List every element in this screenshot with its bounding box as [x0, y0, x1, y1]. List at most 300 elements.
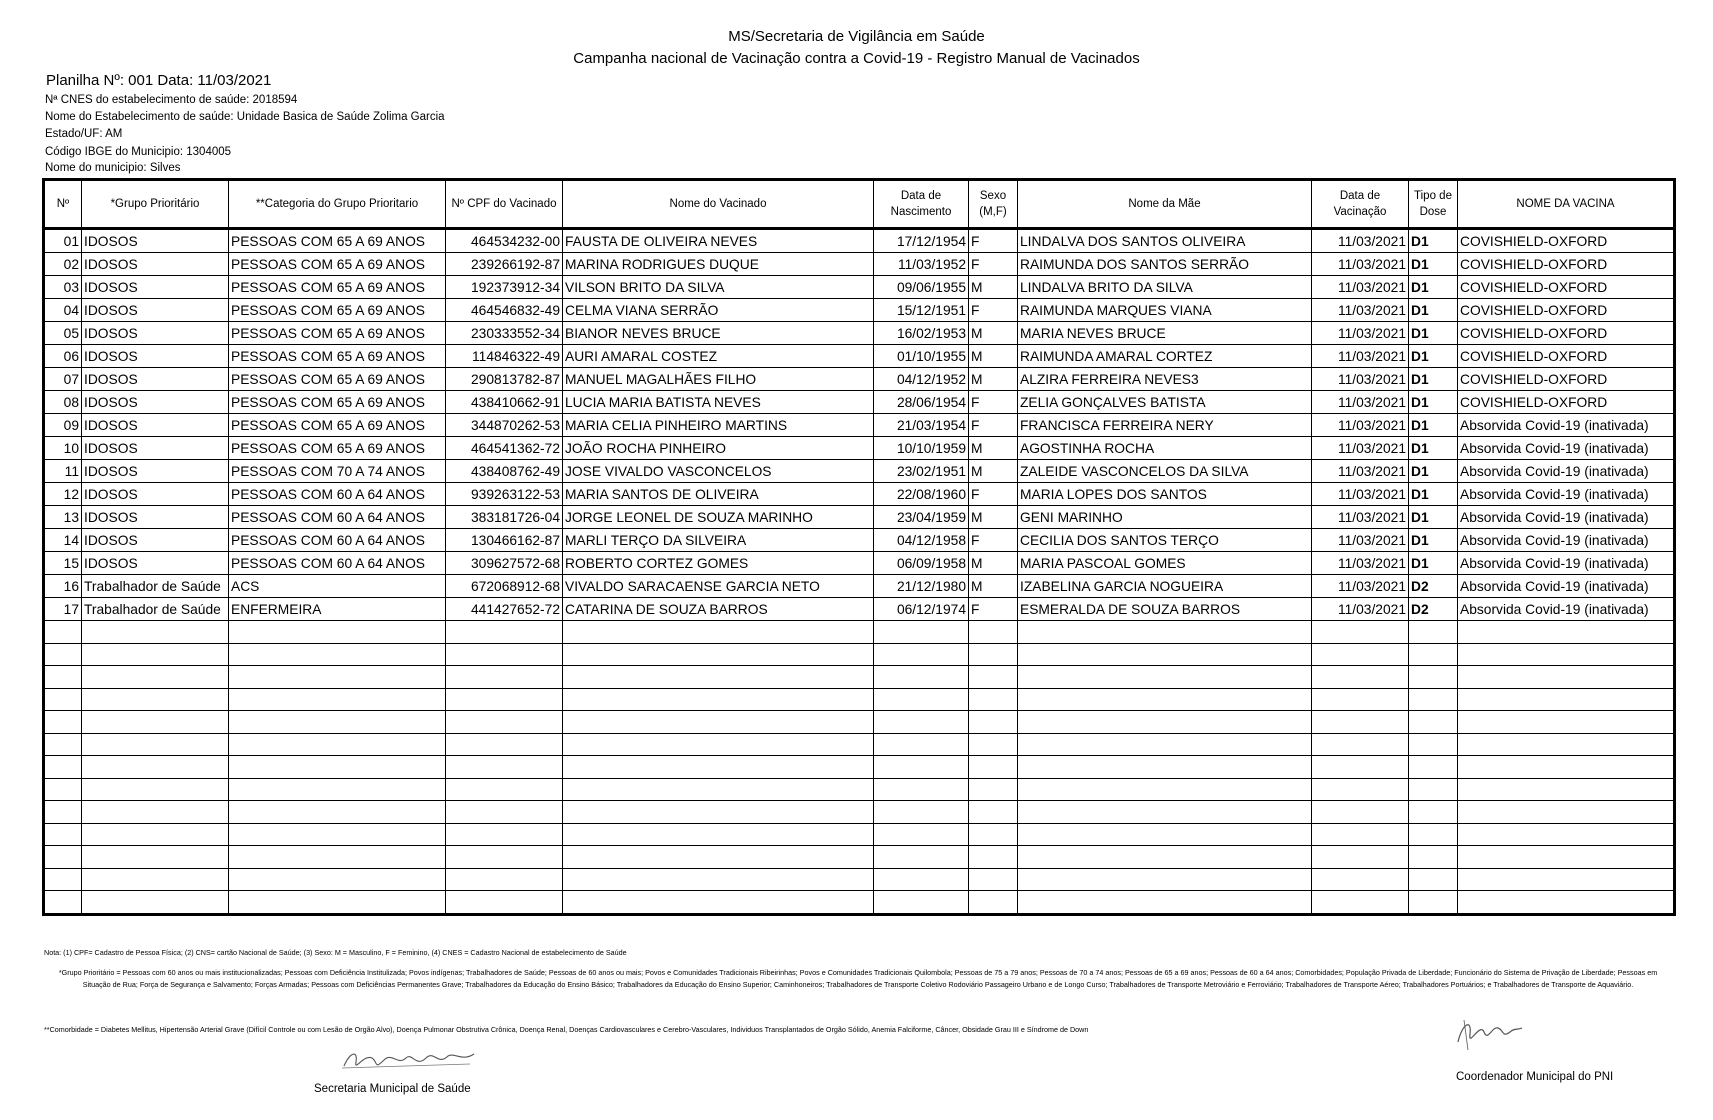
empty-cell [1409, 711, 1458, 734]
table-row [44, 598, 1675, 621]
vaccination-date-cell: 11/03/2021 [1312, 229, 1409, 253]
vaccine-name-cell: Absorvida Covid-19 (inativada) [1458, 483, 1675, 506]
table-row [44, 437, 1675, 460]
empty-cell [969, 756, 1018, 779]
empty-cell [44, 823, 82, 846]
vaccination-date-cell: 11/03/2021 [1312, 299, 1409, 322]
empty-cell [1018, 778, 1312, 801]
empty-cell [446, 846, 563, 869]
sheet-number-date: Planilha Nº: 001 Data: 11/03/2021 [46, 72, 272, 89]
table-row [44, 391, 1675, 414]
mother-name-cell: MARIA LOPES DOS SANTOS [1018, 483, 1312, 506]
birth-date-cell: 09/06/1955 [874, 276, 969, 299]
empty-cell [563, 891, 874, 915]
empty-cell [1458, 711, 1675, 734]
empty-cell [44, 733, 82, 756]
footnote-legend: Nota: (1) CPF= Cadastro de Pessoa Física; (2) CNS= cartão Nacional de Saúde; (3) Sexo: M = Masculino, F = Feminino, (4) CNES = Cadastro Nacional de estabelecimento de Saúde [44, 948, 627, 957]
empty-cell [969, 688, 1018, 711]
dose-type-cell: D1 [1409, 552, 1458, 575]
vaccine-name-cell: COVISHIELD-OXFORD [1458, 368, 1675, 391]
empty-cell [446, 711, 563, 734]
establishment-line: Nome do Estabelecimento de saúde: Unidade Basica de Saúde Zolima Garcia [45, 111, 445, 123]
empty-cell [1018, 823, 1312, 846]
col-header: NOME DA VACINA [1458, 180, 1675, 229]
empty-cell [969, 778, 1018, 801]
empty-cell [229, 688, 446, 711]
priority-group-cell: IDOSOS [82, 299, 229, 322]
vaccine-name-cell: Absorvida Covid-19 (inativada) [1458, 529, 1675, 552]
empty-cell [563, 643, 874, 666]
vaccination-date-cell: 11/03/2021 [1312, 345, 1409, 368]
vaccinee-name-cell: MARINA RODRIGUES DUQUE [563, 253, 874, 276]
vaccination-date-cell: 11/03/2021 [1312, 253, 1409, 276]
empty-cell [1458, 756, 1675, 779]
empty-cell [874, 778, 969, 801]
vaccination-date-cell: 11/03/2021 [1312, 391, 1409, 414]
empty-cell [229, 778, 446, 801]
dose-type-cell: D2 [1409, 598, 1458, 621]
mother-name-cell: IZABELINA GARCIA NOGUEIRA [1018, 575, 1312, 598]
blank-table-row [44, 711, 1675, 734]
empty-cell [563, 778, 874, 801]
blank-table-row [44, 823, 1675, 846]
state-line: Estado/UF: AM [45, 128, 123, 140]
row-number-cell: 03 [44, 276, 82, 299]
empty-cell [969, 868, 1018, 891]
row-number-cell: 16 [44, 575, 82, 598]
empty-cell [229, 666, 446, 689]
empty-cell [1458, 846, 1675, 869]
empty-cell [82, 621, 229, 644]
sex-cell: M [969, 437, 1018, 460]
empty-cell [82, 778, 229, 801]
empty-cell [446, 778, 563, 801]
empty-cell [1409, 666, 1458, 689]
sex-cell: M [969, 345, 1018, 368]
group-category-cell: PESSOAS COM 65 A 69 ANOS [229, 414, 446, 437]
table-row [44, 414, 1675, 437]
vaccine-name-cell: Absorvida Covid-19 (inativada) [1458, 552, 1675, 575]
birth-date-cell: 15/12/1951 [874, 299, 969, 322]
dose-type-cell: D1 [1409, 529, 1458, 552]
table-row [44, 276, 1675, 299]
dose-type-cell: D1 [1409, 437, 1458, 460]
priority-group-cell: IDOSOS [82, 229, 229, 253]
mother-name-cell: ESMERALDA DE SOUZA BARROS [1018, 598, 1312, 621]
sex-cell: F [969, 598, 1018, 621]
cpf-cell: 464546832-49 [446, 299, 563, 322]
empty-cell [229, 711, 446, 734]
mother-name-cell: ZELIA GONÇALVES BATISTA [1018, 391, 1312, 414]
vaccination-date-cell: 11/03/2021 [1312, 506, 1409, 529]
empty-cell [446, 621, 563, 644]
group-category-cell: PESSOAS COM 65 A 69 ANOS [229, 345, 446, 368]
col-header: Nome da Mãe [1018, 180, 1312, 229]
table-row [44, 575, 1675, 598]
empty-cell [1312, 666, 1409, 689]
empty-cell [1018, 621, 1312, 644]
empty-cell [874, 891, 969, 915]
vaccinee-name-cell: FAUSTA DE OLIVEIRA NEVES [563, 229, 874, 253]
empty-cell [1018, 868, 1312, 891]
blank-table-row [44, 801, 1675, 824]
priority-group-cell: IDOSOS [82, 506, 229, 529]
empty-cell [1312, 823, 1409, 846]
document-title-line2: Campanha nacional de Vacinação contra a Covid-19 - Registro Manual de Vacinados [573, 50, 1140, 67]
empty-cell [1312, 868, 1409, 891]
vaccination-date-cell: 11/03/2021 [1312, 414, 1409, 437]
birth-date-cell: 06/09/1958 [874, 552, 969, 575]
table-row [44, 299, 1675, 322]
dose-type-cell: D1 [1409, 229, 1458, 253]
group-category-cell: PESSOAS COM 65 A 69 ANOS [229, 368, 446, 391]
empty-cell [229, 868, 446, 891]
group-category-cell: ENFERMEIRA [229, 598, 446, 621]
vaccinee-name-cell: BIANOR NEVES BRUCE [563, 322, 874, 345]
priority-group-cell: IDOSOS [82, 345, 229, 368]
row-number-cell: 02 [44, 253, 82, 276]
empty-cell [229, 891, 446, 915]
group-category-cell: PESSOAS COM 65 A 69 ANOS [229, 437, 446, 460]
empty-cell [563, 666, 874, 689]
empty-cell [1409, 846, 1458, 869]
col-header: Nº [44, 180, 82, 229]
sex-cell: M [969, 460, 1018, 483]
cpf-cell: 438408762-49 [446, 460, 563, 483]
vaccine-name-cell: Absorvida Covid-19 (inativada) [1458, 437, 1675, 460]
vaccination-date-cell: 11/03/2021 [1312, 552, 1409, 575]
vaccine-name-cell: Absorvida Covid-19 (inativada) [1458, 506, 1675, 529]
signature-label-secretaria: Secretaria Municipal de Saúde [314, 1083, 471, 1095]
empty-cell [229, 823, 446, 846]
birth-date-cell: 01/10/1955 [874, 345, 969, 368]
birth-date-cell: 04/12/1958 [874, 529, 969, 552]
vaccinee-name-cell: MARIA CELIA PINHEIRO MARTINS [563, 414, 874, 437]
empty-cell [874, 711, 969, 734]
empty-cell [1312, 891, 1409, 915]
empty-cell [446, 666, 563, 689]
table-row [44, 460, 1675, 483]
cpf-cell: 438410662-91 [446, 391, 563, 414]
mother-name-cell: FRANCISCA FERREIRA NERY [1018, 414, 1312, 437]
table-row [44, 253, 1675, 276]
empty-cell [563, 621, 874, 644]
row-number-cell: 12 [44, 483, 82, 506]
sex-cell: F [969, 229, 1018, 253]
empty-cell [82, 688, 229, 711]
group-category-cell: ACS [229, 575, 446, 598]
empty-cell [563, 756, 874, 779]
empty-cell [446, 756, 563, 779]
sex-cell: M [969, 322, 1018, 345]
empty-cell [82, 891, 229, 915]
col-header: Data de Nascimento [874, 180, 969, 229]
empty-cell [82, 846, 229, 869]
empty-cell [1409, 891, 1458, 915]
birth-date-cell: 23/02/1951 [874, 460, 969, 483]
table-header-row [44, 180, 1675, 229]
birth-date-cell: 22/08/1960 [874, 483, 969, 506]
empty-cell [1409, 733, 1458, 756]
priority-group-cell: IDOSOS [82, 253, 229, 276]
sex-cell: M [969, 368, 1018, 391]
cpf-cell: 230333552-34 [446, 322, 563, 345]
blank-table-row [44, 666, 1675, 689]
empty-cell [44, 666, 82, 689]
empty-cell [874, 846, 969, 869]
empty-cell [229, 756, 446, 779]
cpf-cell: 192373912-34 [446, 276, 563, 299]
row-number-cell: 05 [44, 322, 82, 345]
dose-type-cell: D1 [1409, 253, 1458, 276]
blank-table-row [44, 643, 1675, 666]
cnes-line: Nª CNES do estabelecimento de saúde: 2018594 [45, 94, 298, 106]
row-number-cell: 15 [44, 552, 82, 575]
empty-cell [1018, 688, 1312, 711]
empty-cell [1409, 823, 1458, 846]
cpf-cell: 672068912-68 [446, 575, 563, 598]
empty-cell [44, 643, 82, 666]
group-category-cell: PESSOAS COM 70 A 74 ANOS [229, 460, 446, 483]
priority-group-cell: IDOSOS [82, 437, 229, 460]
vaccination-date-cell: 11/03/2021 [1312, 529, 1409, 552]
empty-cell [1312, 711, 1409, 734]
municipality-line: Nome do municipio: Silves [45, 162, 181, 174]
dose-type-cell: D1 [1409, 345, 1458, 368]
empty-cell [1018, 711, 1312, 734]
mother-name-cell: RAIMUNDA MARQUES VIANA [1018, 299, 1312, 322]
blank-table-row [44, 846, 1675, 869]
vaccinee-name-cell: CATARINA DE SOUZA BARROS [563, 598, 874, 621]
dose-type-cell: D1 [1409, 414, 1458, 437]
empty-cell [874, 643, 969, 666]
group-category-cell: PESSOAS COM 60 A 64 ANOS [229, 483, 446, 506]
vaccine-name-cell: COVISHIELD-OXFORD [1458, 299, 1675, 322]
vaccinee-name-cell: JOSE VIVALDO VASCONCELOS [563, 460, 874, 483]
sex-cell: F [969, 253, 1018, 276]
vaccine-name-cell: Absorvida Covid-19 (inativada) [1458, 598, 1675, 621]
vaccinee-name-cell: MANUEL MAGALHÃES FILHO [563, 368, 874, 391]
cpf-cell: 130466162-87 [446, 529, 563, 552]
vaccinee-name-cell: JOÃO ROCHA PINHEIRO [563, 437, 874, 460]
sex-cell: M [969, 575, 1018, 598]
empty-cell [969, 666, 1018, 689]
empty-cell [82, 666, 229, 689]
empty-cell [44, 756, 82, 779]
table-row [44, 345, 1675, 368]
dose-type-cell: D1 [1409, 460, 1458, 483]
empty-cell [1312, 778, 1409, 801]
mother-name-cell: AGOSTINHA ROCHA [1018, 437, 1312, 460]
sex-cell: M [969, 552, 1018, 575]
empty-cell [1018, 846, 1312, 869]
blank-table-row [44, 891, 1675, 915]
empty-cell [446, 891, 563, 915]
signature-coordenador [1452, 1014, 1532, 1054]
vaccine-name-cell: COVISHIELD-OXFORD [1458, 391, 1675, 414]
cpf-cell: 464534232-00 [446, 229, 563, 253]
empty-cell [1018, 643, 1312, 666]
col-header: **Categoria do Grupo Prioritario [229, 180, 446, 229]
document-title-line1: MS/Secretaria de Vigilância em Saúde [728, 28, 985, 45]
sex-cell: M [969, 506, 1018, 529]
birth-date-cell: 11/03/1952 [874, 253, 969, 276]
table-row [44, 483, 1675, 506]
blank-table-row [44, 778, 1675, 801]
empty-cell [969, 823, 1018, 846]
vaccination-date-cell: 11/03/2021 [1312, 483, 1409, 506]
birth-date-cell: 17/12/1954 [874, 229, 969, 253]
mother-name-cell: RAIMUNDA DOS SANTOS SERRÃO [1018, 253, 1312, 276]
empty-cell [969, 621, 1018, 644]
empty-cell [44, 846, 82, 869]
empty-cell [1458, 868, 1675, 891]
empty-cell [446, 823, 563, 846]
empty-cell [1018, 756, 1312, 779]
priority-group-cell: IDOSOS [82, 460, 229, 483]
empty-cell [446, 868, 563, 891]
birth-date-cell: 28/06/1954 [874, 391, 969, 414]
empty-cell [44, 801, 82, 824]
vaccine-name-cell: Absorvida Covid-19 (inativada) [1458, 414, 1675, 437]
row-number-cell: 09 [44, 414, 82, 437]
priority-group-cell: IDOSOS [82, 322, 229, 345]
vaccinee-name-cell: JORGE LEONEL DE SOUZA MARINHO [563, 506, 874, 529]
col-header: *Grupo Prioritário [82, 180, 229, 229]
birth-date-cell: 16/02/1953 [874, 322, 969, 345]
vaccination-date-cell: 11/03/2021 [1312, 368, 1409, 391]
vaccinee-name-cell: VILSON BRITO DA SILVA [563, 276, 874, 299]
empty-cell [82, 756, 229, 779]
footnote-comorbidities: **Comorbidade = Diabetes Mellitus, Hipertensão Arterial Grave (Difícil Controle ou com Lesão de Orgão Alvo), Doença Pulmonar Obstrutiva Crônica, Doença Renal, Doenças Cardiovasculares e Cerebro-Vasculares, Individuos Transplantados de Orgão Sólido, Anemia Falciforme, Câncer, Obsidade Grau III e Síndrome de Down [44, 1025, 1089, 1034]
empty-cell [563, 711, 874, 734]
dose-type-cell: D1 [1409, 368, 1458, 391]
empty-cell [874, 823, 969, 846]
vaccine-name-cell: Absorvida Covid-19 (inativada) [1458, 460, 1675, 483]
empty-cell [969, 733, 1018, 756]
vaccinee-name-cell: VIVALDO SARACAENSE GARCIA NETO [563, 575, 874, 598]
vaccination-date-cell: 11/03/2021 [1312, 598, 1409, 621]
dose-type-cell: D1 [1409, 299, 1458, 322]
blank-table-row [44, 733, 1675, 756]
empty-cell [563, 868, 874, 891]
vaccine-name-cell: COVISHIELD-OXFORD [1458, 322, 1675, 345]
signature-label-coordenador: Coordenador Municipal do PNI [1456, 1071, 1614, 1083]
empty-cell [969, 846, 1018, 869]
empty-cell [1409, 778, 1458, 801]
vaccine-name-cell: COVISHIELD-OXFORD [1458, 276, 1675, 299]
empty-cell [874, 868, 969, 891]
empty-cell [563, 823, 874, 846]
empty-cell [82, 801, 229, 824]
blank-table-row [44, 868, 1675, 891]
dose-type-cell: D1 [1409, 483, 1458, 506]
group-category-cell: PESSOAS COM 60 A 64 ANOS [229, 529, 446, 552]
sex-cell: F [969, 529, 1018, 552]
empty-cell [1312, 733, 1409, 756]
table-row [44, 529, 1675, 552]
empty-cell [1458, 801, 1675, 824]
cpf-cell: 239266192-87 [446, 253, 563, 276]
row-number-cell: 17 [44, 598, 82, 621]
group-category-cell: PESSOAS COM 60 A 64 ANOS [229, 506, 446, 529]
empty-cell [229, 733, 446, 756]
group-category-cell: PESSOAS COM 65 A 69 ANOS [229, 299, 446, 322]
empty-cell [1458, 778, 1675, 801]
empty-cell [82, 643, 229, 666]
birth-date-cell: 23/04/1959 [874, 506, 969, 529]
empty-cell [1409, 868, 1458, 891]
empty-cell [1018, 666, 1312, 689]
birth-date-cell: 04/12/1952 [874, 368, 969, 391]
table-row [44, 229, 1675, 253]
row-number-cell: 07 [44, 368, 82, 391]
mother-name-cell: MARIA PASCOAL GOMES [1018, 552, 1312, 575]
empty-cell [1312, 643, 1409, 666]
mother-name-cell: LINDALVA BRITO DA SILVA [1018, 276, 1312, 299]
blank-table-row [44, 756, 1675, 779]
empty-cell [229, 643, 446, 666]
empty-cell [229, 621, 446, 644]
dose-type-cell: D1 [1409, 391, 1458, 414]
priority-group-cell: IDOSOS [82, 414, 229, 437]
row-number-cell: 14 [44, 529, 82, 552]
group-category-cell: PESSOAS COM 60 A 64 ANOS [229, 552, 446, 575]
empty-cell [1409, 621, 1458, 644]
vaccination-table [42, 178, 1676, 916]
empty-cell [1312, 688, 1409, 711]
empty-cell [82, 733, 229, 756]
row-number-cell: 08 [44, 391, 82, 414]
birth-date-cell: 21/12/1980 [874, 575, 969, 598]
empty-cell [563, 801, 874, 824]
cpf-cell: 309627572-68 [446, 552, 563, 575]
empty-cell [229, 801, 446, 824]
empty-cell [969, 891, 1018, 915]
empty-cell [563, 733, 874, 756]
empty-cell [969, 801, 1018, 824]
col-header: Tipo de Dose [1409, 180, 1458, 229]
empty-cell [874, 688, 969, 711]
dose-type-cell: D1 [1409, 276, 1458, 299]
row-number-cell: 04 [44, 299, 82, 322]
priority-group-cell: IDOSOS [82, 483, 229, 506]
dose-type-cell: D2 [1409, 575, 1458, 598]
priority-group-cell: IDOSOS [82, 368, 229, 391]
row-number-cell: 11 [44, 460, 82, 483]
group-category-cell: PESSOAS COM 65 A 69 ANOS [229, 391, 446, 414]
signature-secretaria [340, 1044, 480, 1076]
group-category-cell: PESSOAS COM 65 A 69 ANOS [229, 276, 446, 299]
empty-cell [1312, 756, 1409, 779]
vaccinee-name-cell: AURI AMARAL COSTEZ [563, 345, 874, 368]
empty-cell [446, 643, 563, 666]
empty-cell [44, 778, 82, 801]
vaccinee-name-cell: ROBERTO CORTEZ GOMES [563, 552, 874, 575]
vaccination-date-cell: 11/03/2021 [1312, 575, 1409, 598]
table-row [44, 552, 1675, 575]
empty-cell [563, 846, 874, 869]
empty-cell [1312, 846, 1409, 869]
empty-cell [82, 711, 229, 734]
empty-cell [446, 688, 563, 711]
vaccinee-name-cell: CELMA VIANA SERRÃO [563, 299, 874, 322]
vaccination-date-cell: 11/03/2021 [1312, 276, 1409, 299]
empty-cell [82, 868, 229, 891]
priority-group-cell: Trabalhador de Saúde [82, 575, 229, 598]
vaccine-name-cell: COVISHIELD-OXFORD [1458, 229, 1675, 253]
vaccine-name-cell: COVISHIELD-OXFORD [1458, 345, 1675, 368]
